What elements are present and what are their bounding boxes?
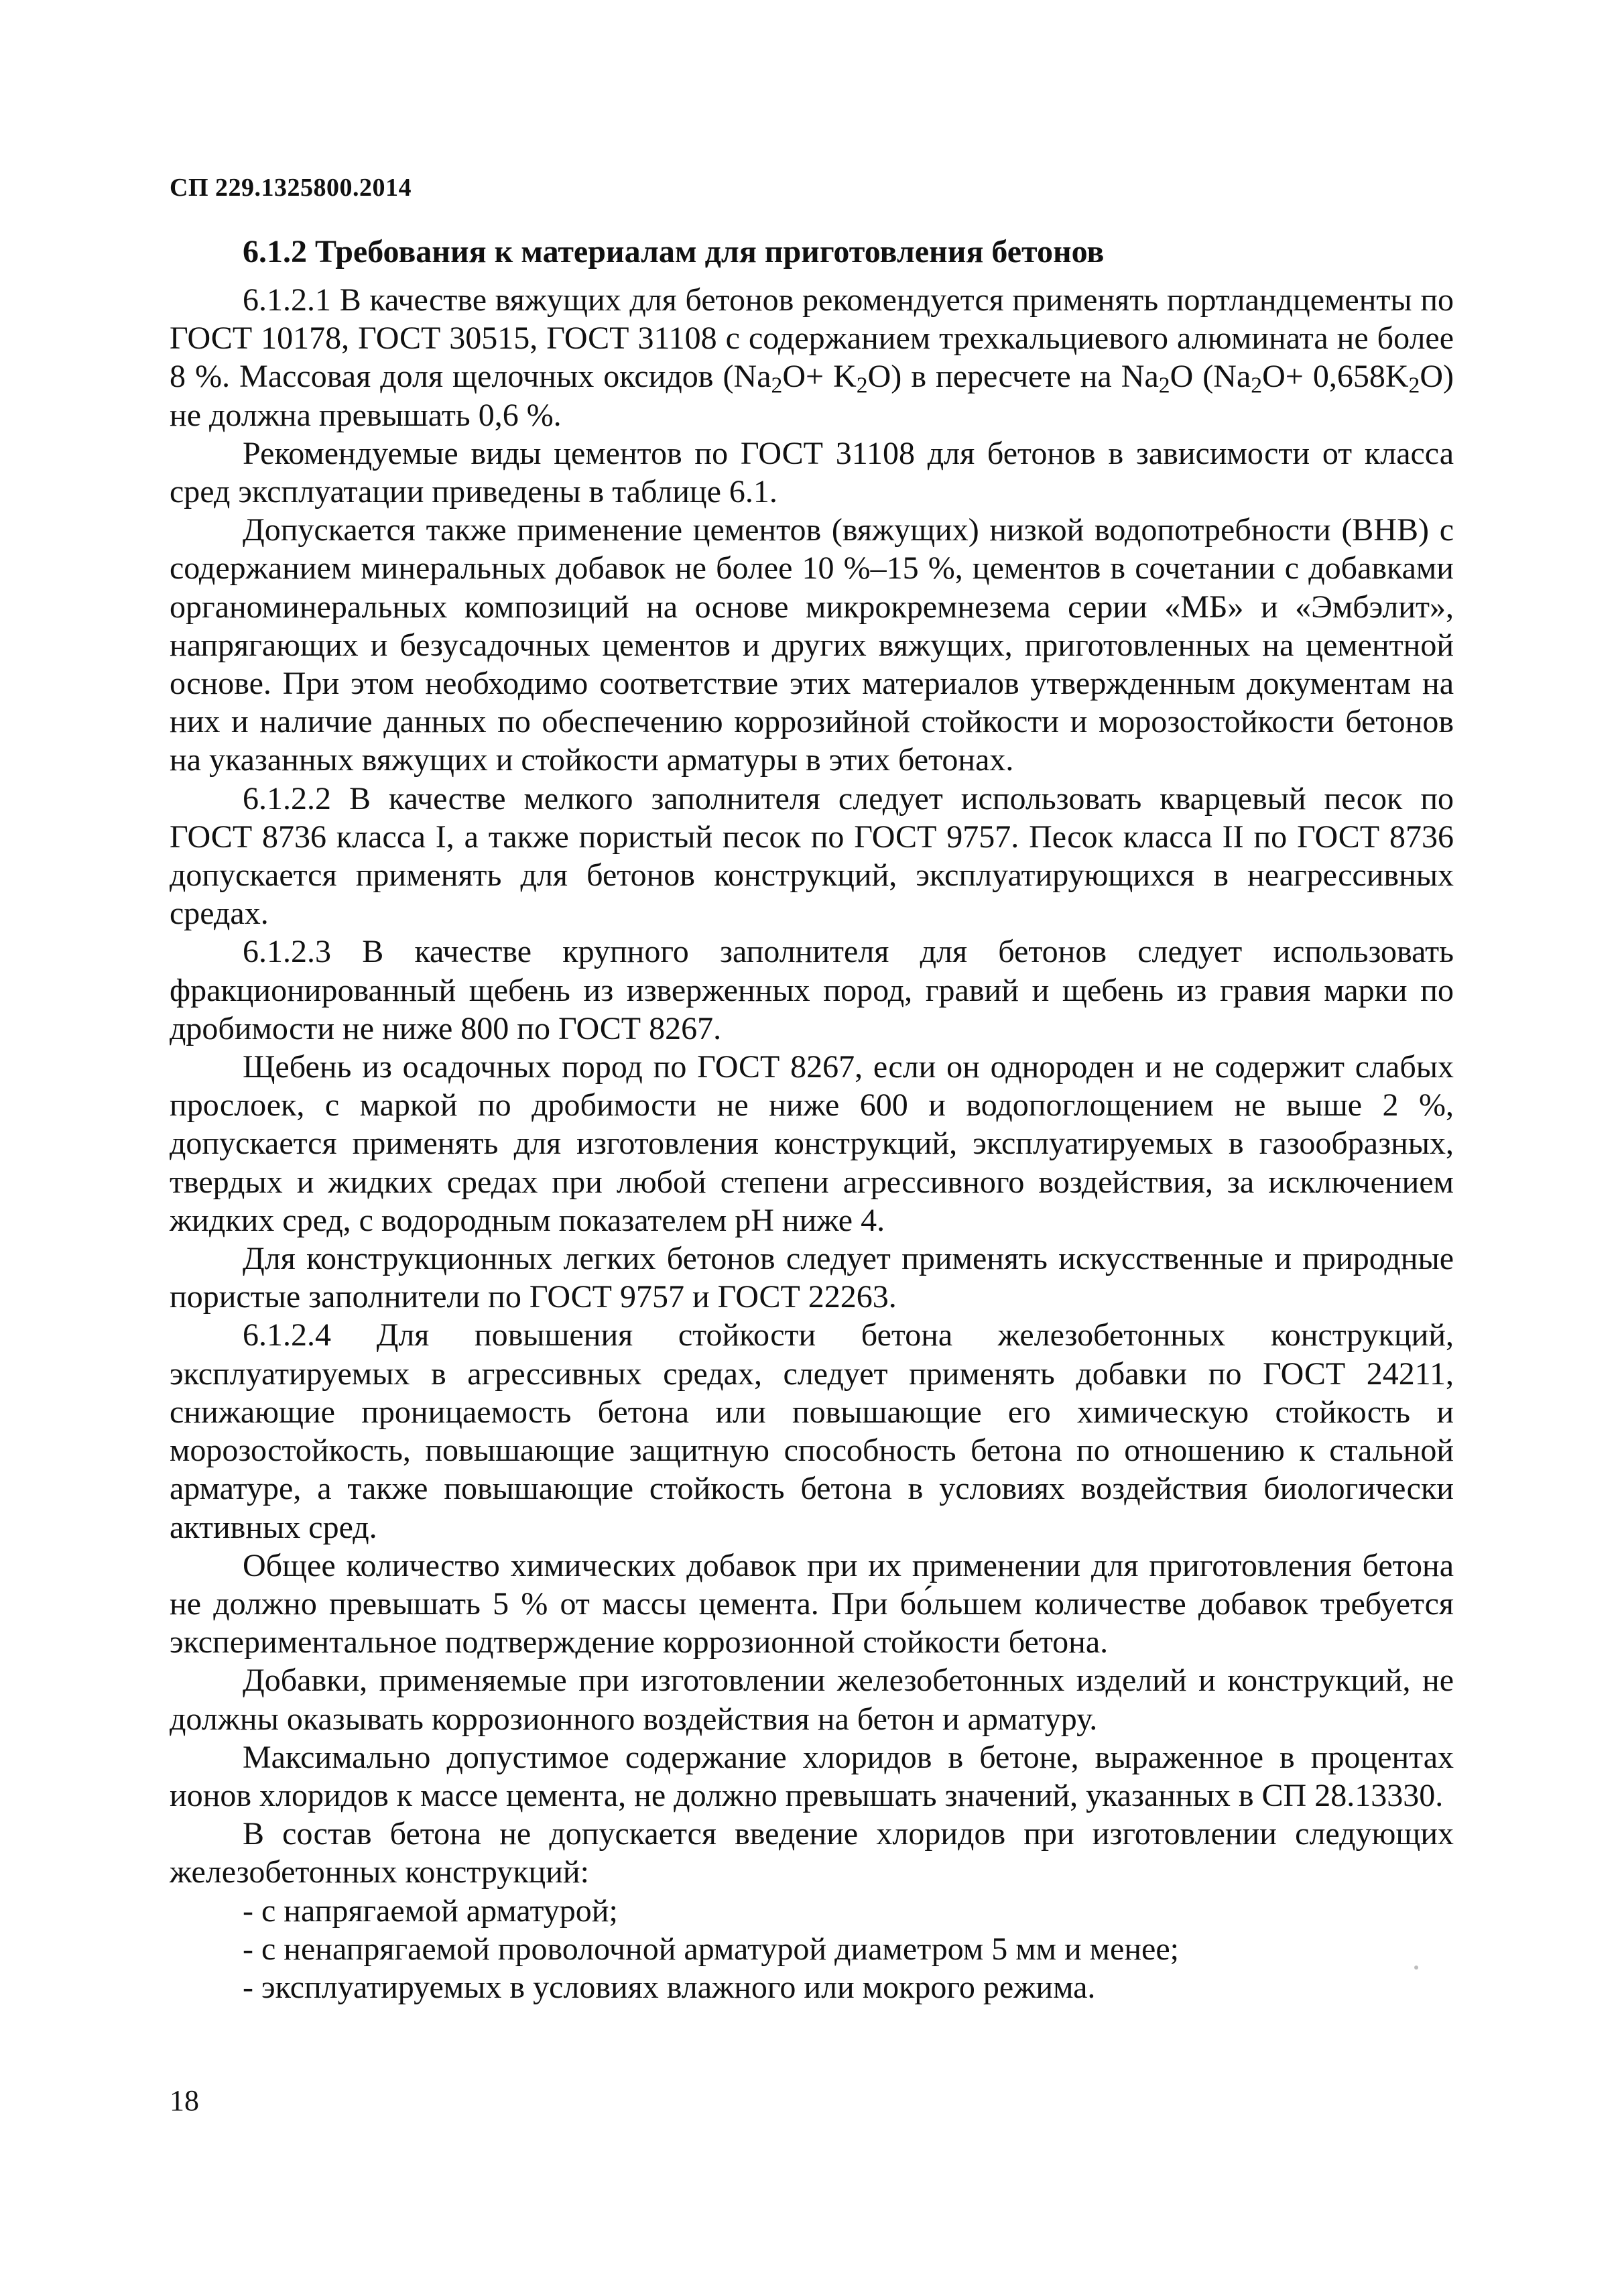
section-heading: 6.1.2 Требования к материалам для приготовления бетонов bbox=[243, 234, 1105, 269]
paragraph-low-water-cements: Допускается также применение цементов (вяжущих) низкой водопотребности (ВНВ) с содержанием минеральных добавок не более 10 %–15 %, цементов в сочетании с добавками органоминеральных композиций на основе микрокремнезема серии «МБ» и «Эмбэлит», напрягающих и безусадочных цементов и других вяжущих, приготовленных на цементной основе. При этом необходимо соответствие этих материалов утвержденным документам на них и наличие данных по обеспечению коррозийной стойкости и морозостойкости бетонов на указанных вяжущих и стойкости арматуры в этих бетонах. bbox=[170, 512, 1454, 778]
paragraph-6-1-2-3: 6.1.2.3 В качестве крупного заполнителя для бетонов следует использовать фракционированный щебень из изверженных пород, гравий и щебень из гравия марки по дробимости не ниже 800 по ГОСТ 8267. bbox=[170, 934, 1454, 1046]
paragraph-sedimentary-gravel: Щебень из осадочных пород по ГОСТ 8267, если он однороден и не содержит слабых прослоек, с маркой по дробимости не ниже 600 и водопоглощением не выше 2 %, допускается применять для изготовления конструкций, эксплуатируемых в газообразных, твердых и жидких средах при любой степени агрессивного воздействия, за исключением жидких сред, с водородным показателем pH ниже 4. bbox=[170, 1049, 1454, 1238]
paragraph-additives-corrosion: Добавки, применяемые при изготовлении железобетонных изделий и конструкций, не должны оказывать коррозионного воздействия на бетон и арматуру. bbox=[170, 1663, 1454, 1737]
paragraph-lightweight-concrete: Для конструкционных легких бетонов следует применять искусственные и природные пористые заполнители по ГОСТ 9757 и ГОСТ 22263. bbox=[170, 1241, 1454, 1315]
paragraph-6-1-2-2: 6.1.2.2 В качестве мелкого заполнителя следует использовать кварцевый песок по ГОСТ 8736 класса I, а также пористый песок по ГОСТ 9757. Песок класса II по ГОСТ 8736 допускается применять для бетонов конструкций, эксплуатирующихся в неагрессивных средах. bbox=[170, 780, 1454, 932]
paragraph-additives-total: Общее количество химических добавок при их применении для приготовления бетона не должно превышать 5 % от массы цемента. При бо́льшем количестве добавок требуется экспериментальное подтверждение коррозионной стойкости бетона. bbox=[170, 1547, 1454, 1660]
list-item: - с ненапрягаемой проволочной арматурой диаметром 5 мм и менее; bbox=[243, 1931, 1179, 1967]
paragraph-chlorides-limit: Максимально допустимое содержание хлоридов в бетоне, выраженное в процентах ионов хлоридов к массе цемента, не должно превышать значений, указанных в СП 28.13330. bbox=[170, 1739, 1454, 1813]
paragraph-6-1-2-4: 6.1.2.4 Для повышения стойкости бетона железобетонных конструкций, эксплуатируемых в агрессивных средах, следует применять добавки по ГОСТ 24211, снижающие проницаемость бетона или повышающие его химическую стойкость и морозостойкость, повышающие защитную способность бетона по отношению к стальной арматуре, а также повышающие стойкость бетона в условиях воздействия биологически активных сред. bbox=[170, 1317, 1454, 1545]
paragraph-cement-types: Рекомендуемые виды цементов по ГОСТ 31108 для бетонов в зависимости от класса сред эксплуатации приведены в таблице 6.1. bbox=[170, 435, 1454, 510]
paragraph-chlorides-prohibited: В состав бетона не допускается введение хлоридов при изготовлении следующих железобетонных конструкций: bbox=[170, 1816, 1454, 1890]
paragraph-6-1-2-1: 6.1.2.1 В качестве вяжущих для бетонов рекомендуется применять портландцементы по ГОСТ 10178, ГОСТ 30515, ГОСТ 31108 с содержанием трехкальциевого алюмината не более 8 %. Массовая доля щелочных оксидов $(Na_2O+ K_2O)$ в пересчете на $Na_2O$ $(Na_2O+ 0,658K_2O)$ не должна превышать 0,6 %. bbox=[170, 282, 1454, 433]
scan-speck bbox=[1414, 1966, 1418, 1970]
list-item: - эксплуатируемых в условиях влажного или мокрого режима. bbox=[243, 1969, 1096, 2005]
document-code-header: СП 229.1325800.2014 bbox=[170, 174, 412, 202]
list-item: - с напрягаемой арматурой; bbox=[243, 1892, 618, 1929]
body-text bbox=[170, 281, 1454, 2006]
page-number: 18 bbox=[170, 2084, 199, 2117]
